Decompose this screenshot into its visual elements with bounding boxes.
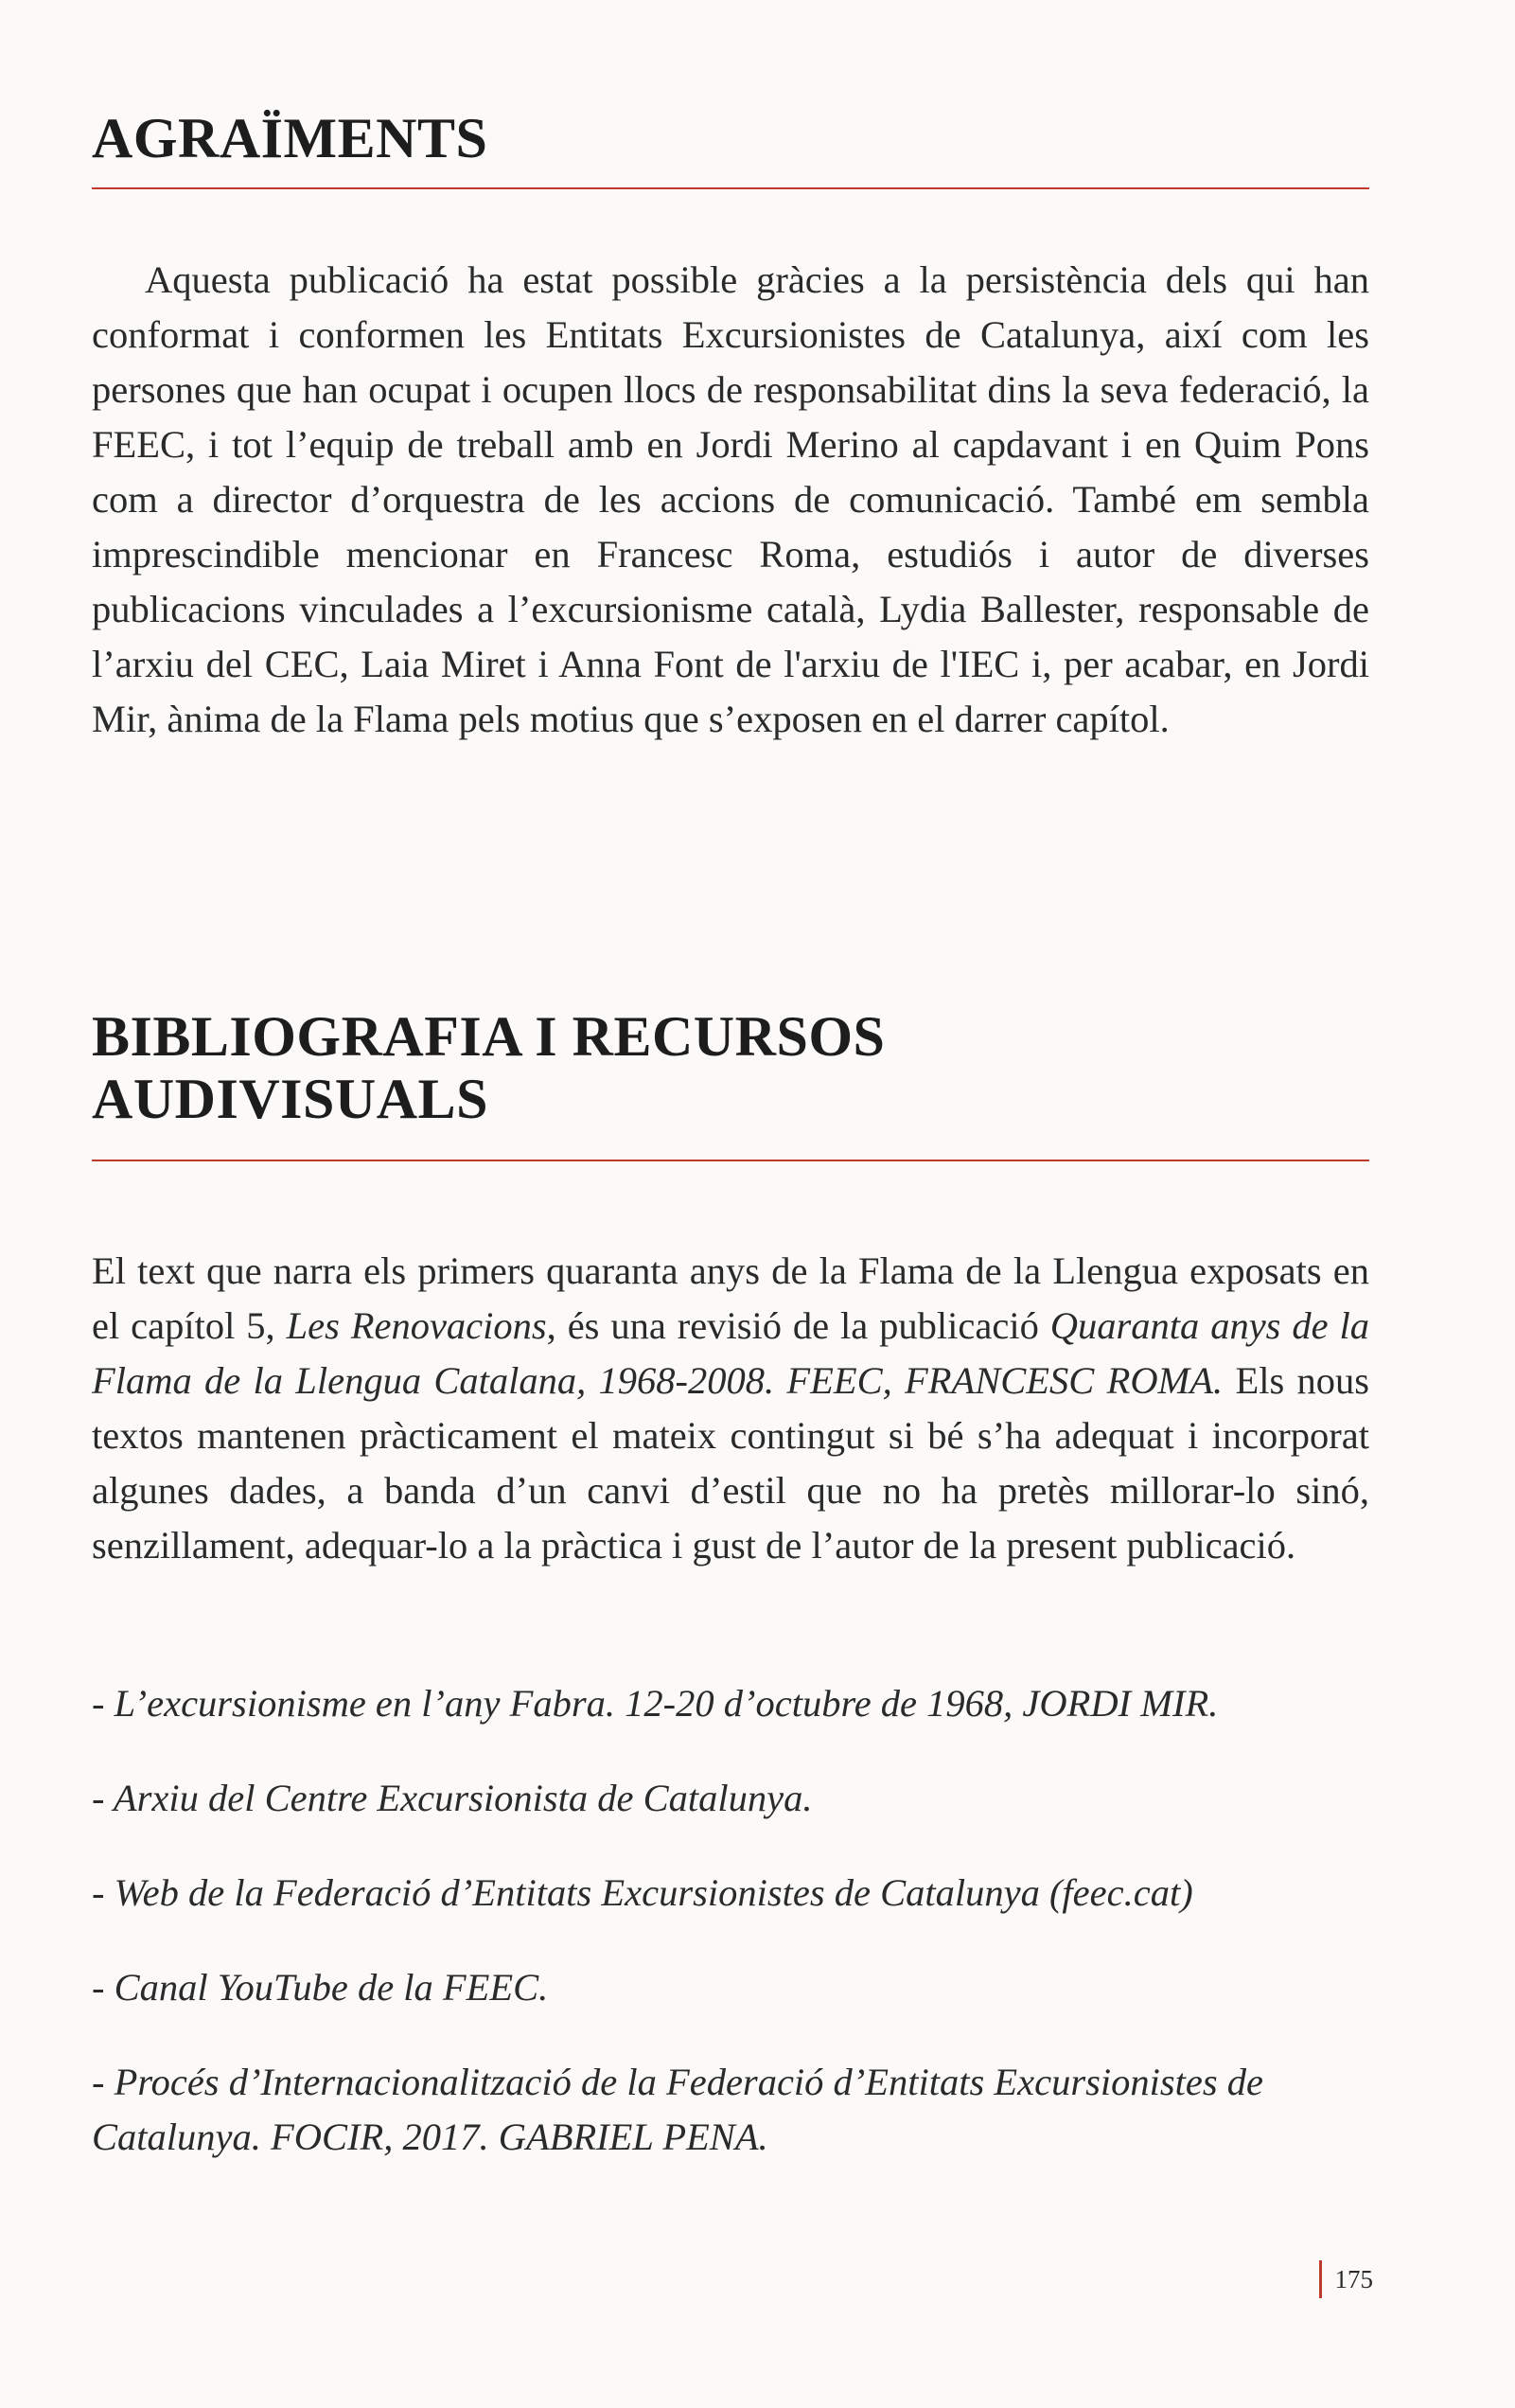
intro-text-part2: , és una revisió de la publicació bbox=[546, 1304, 1050, 1347]
bibliography-heading-line1: BIBLIOGRAFIA I RECURSOS bbox=[92, 1005, 886, 1068]
page-number-bar bbox=[1319, 2260, 1322, 2298]
page-footer bbox=[1319, 2260, 1374, 2298]
reference-item: - L’excursionisme en l’any Fabra. 12-20 d’octubre de 1968, JORDI MIR. bbox=[92, 1682, 1219, 1725]
reference-item: - Procés d’Internacionalització de la Federació d’Entitats Excursionistes de Catalunya. FOCIR, 2017. GABRIEL PENA. bbox=[92, 2061, 1263, 2158]
acknowledgements-heading-rule bbox=[92, 187, 1369, 189]
bibliography-intro-paragraph bbox=[92, 1244, 1369, 1573]
page bbox=[92, 0, 1369, 2408]
intro-italic-chapter-title: Les Renovacions bbox=[286, 1304, 547, 1347]
reference-list bbox=[92, 1676, 1369, 2204]
intro-italic-publication-title: Quaranta anys de la Flama de la Llengua Catalana, 1968-2008. FEEC, FRANCESC ROMA. bbox=[92, 1304, 1369, 1402]
intro-text-part3: Els nous textos mantenen pràcticament el mateix contingut si bé s’ha adequat i incorporat algunes dades, a banda d’un canvi d’estil que no ha pretès millorar-lo sinó, senzillament, adequar-lo a la pràctica i gust de l’autor de la present publicació. bbox=[92, 1359, 1369, 1567]
reference-item: - Web de la Federació d’Entitats Excursionistes de Catalunya (feec.cat) bbox=[92, 1871, 1193, 1914]
reference-item: - Arxiu del Centre Excursionista de Catalunya. bbox=[92, 1777, 813, 1819]
bibliography-heading-line2: AUDIVISUALS bbox=[92, 1068, 488, 1130]
page-number: 175 bbox=[1334, 2265, 1373, 2293]
acknowledgements-paragraph: Aquesta publicació ha estat possible gràcies a la persistència dels qui han conformat i conformen les Entitats Excursionistes de Catalunya, així com les persones que han ocupat i ocupen llocs de responsabilitat dins la seva federació, la FEEC, i tot l’equip de treball amb en Jordi Merino al capdavant i en Quim Pons com a director d’orquestra de les accions de comunicació. També em sembla imprescindible mencionar en Francesc Roma, estudiós i autor de diverses publicacions vinculades a l’excursionisme català, Lydia Ballester, responsable de l’arxiu del CEC, Laia Miret i Anna Font de l'arxiu de l'IEC i, per acabar, en Jordi Mir, ànima de la Flama pels motius que s’exposen en el darrer capítol. bbox=[92, 258, 1369, 740]
reference-item: - Canal YouTube de la FEEC. bbox=[92, 1966, 549, 2009]
bibliography-heading-rule bbox=[92, 1160, 1369, 1161]
acknowledgements-heading: AGRAÏMENTS bbox=[92, 107, 488, 169]
intro-text-part1: El text que narra els primers quaranta anys de la Flama de la Llengua exposats en el capítol 5, bbox=[92, 1249, 1369, 1347]
bibliography-heading bbox=[92, 1005, 885, 1130]
